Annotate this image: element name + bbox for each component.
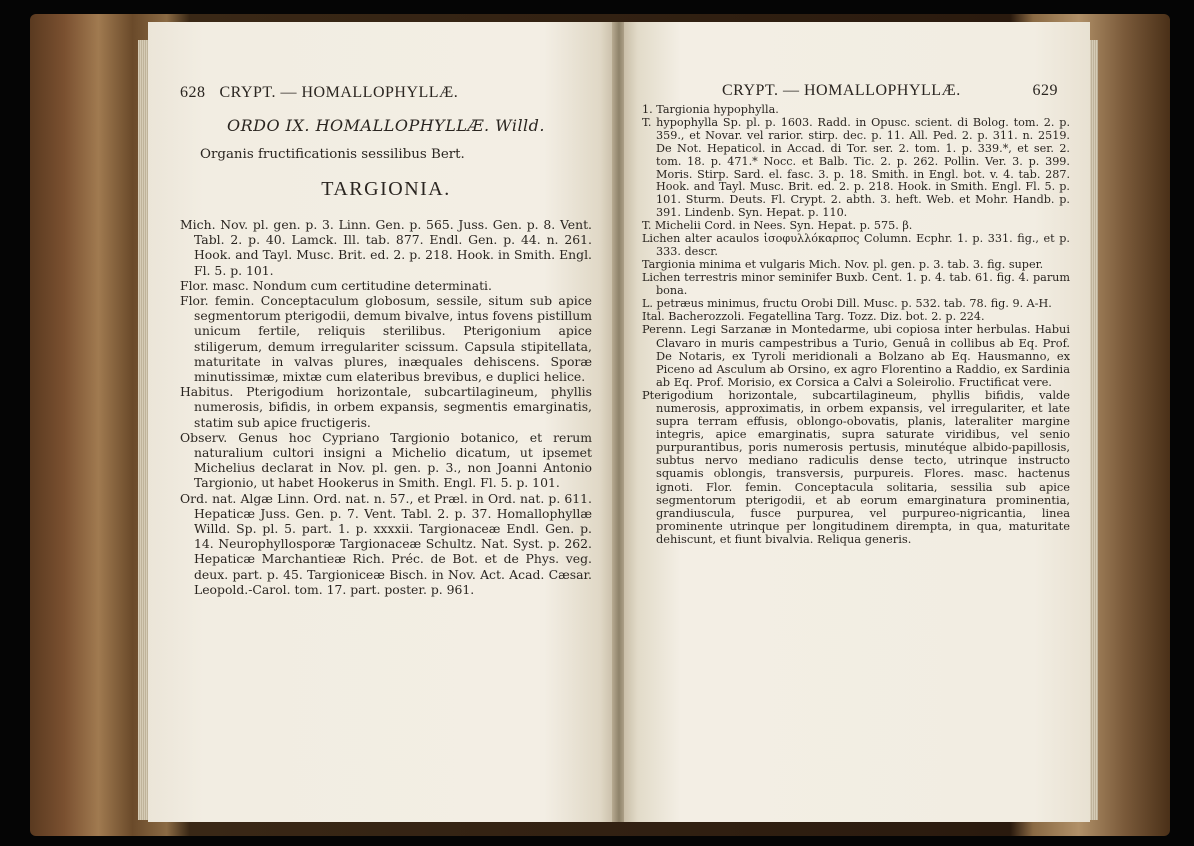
right-page-number: 629 xyxy=(1032,82,1058,99)
genus-references: Mich. Nov. pl. gen. p. 3. Linn. Gen. p. 565. Juss. Gen. p. 8. Vent. Tabl. 2. p. 40. Lamck. Ill. tab. 877. Endl. Gen. p. 44. n. 261. Hook. and Tayl. Musc. Brit. ed. 2. p. 218. Hook. in Smith. Engl. Fl. 5. p. 101. xyxy=(180,217,592,278)
synonym-entry: Lichen terrestris minor seminifer Buxb. Cent. 1. p. 4. tab. 61. fig. 4. parum bona. xyxy=(642,270,1070,297)
italian-names: Ital. Bacherozzoli. Fegatellina Targ. Tozz. Diz. bot. 2. p. 224. xyxy=(642,309,985,323)
left-page xyxy=(148,22,614,822)
right-page xyxy=(624,22,1090,822)
order-heading: ORDO IX. HOMALLOPHYLLÆ. Willd. xyxy=(226,116,545,135)
left-running-title: CRYPT. — HOMALLOPHYLLÆ. xyxy=(219,84,459,101)
ord-nat: Ord. nat. Algæ Linn. Ord. nat. n. 57., et Præl. in Ord. nat. p. 611. Hepaticæ Juss. Gen. p. 7. Vent. Tabl. 2. p. 37. Homallophyllæ Willd. Sp. pl. 5. part. 1. p. xxxxii. Targionaceæ Endl. Gen. p. 14. Neurophyllosporæ Targionaceæ Schultz. Nat. Syst. p. 262. Hepaticæ Marchantieæ Rich. Préc. de Bot. et de Phys. veg. deux. part. p. 45. Targioniceæ Bisch. in Nov. Act. Acad. Cæsar. Leopold.-Carol. tom. 17. part. poster. p. 961. xyxy=(180,490,592,597)
synonym-entry: Targionia minima et vulgaris Mich. Nov. pl. gen. p. 3. tab. 3. fig. super. xyxy=(642,257,1044,271)
flor-femin: Flor. femin. Conceptaculum globosum, sessile, situm sub apice segmentorum pterigodii, demum bivalve, intus fovens pistillum unicum fertile, reliquis sterilibus. Pterigonium apice stiligerum, demum irregulariter scissum. Capsula stipitellata, maturitate in valvas plures, inæquales dehiscens. Sporæ minutissimæ, mixtæ cum elateribus brevibus, e duplici helice. xyxy=(180,293,592,385)
genus-heading: TARGIONIA. xyxy=(321,178,451,200)
synonym-entry: Lichen alter acaulos ἰσοφυλλόκαρπος Column. Ecphr. 1. p. 331. fig., et p. 333. descr. xyxy=(642,232,1070,258)
flor-masc: Flor. masc. Nondum cum certitudine determinati. xyxy=(180,277,492,293)
species-description: Pterigodium horizontale, subcartilagineum, phyllis bifidis, valde numerosis, approximatis, in orbem expansis, vel irregulariter, et late supra terram effusis, oblongo-obovatis, planis, lateraliter margine integris, apice emarginatis, supra saturate viridibus, vel senio purpurantibus, poris numerosis pertusis, minutéque albido-papillosis, subtus nervo mediano radiculis dense tecto, utrinque instructo squamis oblongis, transversis, purpureis. Flores. masc. hactenus ignoti. Flor. femin. Conceptacula solitaria, sessilia sub apice segmentorum pterigodii, et ab eorum emarginatura prominentia, grandiuscula, fusce purpurea, vel purpureo-nigricantia, linea prominente utrinque per longitudinem dirempta, in qua, maturitate dehiscunt, et fiunt bivalvia. Reliqua generis. xyxy=(642,387,1070,546)
right-running-head xyxy=(642,82,1070,100)
order-description: Organis fructificationis sessilibus Bert. xyxy=(200,147,465,162)
right-running-title: CRYPT. — HOMALLOPHYLLÆ. xyxy=(722,82,961,99)
species-heading: 1. Targionia hypophylla. xyxy=(642,103,779,116)
left-page-edges xyxy=(138,40,148,820)
synonym-entry: T. Michelii Cord. in Nees. Syn. Hepat. p. 575. β. xyxy=(642,219,913,233)
habitus: Habitus. Pterigodium horizontale, subcartilagineum, phyllis numerosis, bifidis, in orbem expansis, segmentis emarginatis, statim sub apice fructigeris. xyxy=(180,384,592,430)
synonym-entry: T. hypophylla Sp. pl. p. 1603. Radd. in Opusc. scient. di Bolog. tom. 2. p. 359., et Novar. vel rarior. stirp. dec. p. 11. All. Ped. 2. p. 311. n. 2519. De Not. Hepaticol. in Accad. di Tor. ser. 2. tom. 1. p. 339.*, et ser. 2. tom. 18. p. 471.* Nocc. et Balb. Tic. 2. p. 262. Pollin. Ver. 3. p. 399. Moris. Stirp. Sard. el. fasc. 3. p. 18. Smith. in Engl. bot. v. 4. tab. 287. Hook. and Tayl. Musc. Brit. ed. 2. p. 218. Hook. in Smith. Engl. Fl. 5. p. 101. Sturm. Deuts. Fl. Crypt. 2. abth. 3. heft. Web. et Mohr. Handb. p. 391. Lindenb. Syn. Hepat. p. 110. xyxy=(642,115,1070,220)
synonym-entry: L. petræus minimus, fructu Orobi Dill. Musc. p. 532. tab. 78. fig. 9. A-H. xyxy=(642,296,1052,310)
left-page-number: 628 xyxy=(180,84,206,101)
localities: Perenn. Legi Sarzanæ in Montedarme, ubi copiosa inter herbulas. Habui Clavaro in muris campestribus a Turio, Genuâ in collibus ab Eq. Prof. De Notaris, ex Tyroli meridionali a Bolzano ab Eq. Hausmanno, ex Piceno ad Asculum ab Orsino, ex agro Florentino a Raddio, ex Sardinia ab Eq. Prof. Morisio, ex Corsica a Calvi a Soleirolio. Fructificat vere. xyxy=(642,322,1070,389)
observ: Observ. Genus hoc Cypriano Targionio botanico, et rerum naturalium cultori insigni a Michelio dicatum, ut ipsemet Michelius declarat in Nov. pl. gen. p. 3., non Joanni Antonio Targionio, ut habet Hookerus in Smith. Engl. Fl. 5. p. 101. xyxy=(180,429,592,491)
left-running-head xyxy=(180,84,592,102)
